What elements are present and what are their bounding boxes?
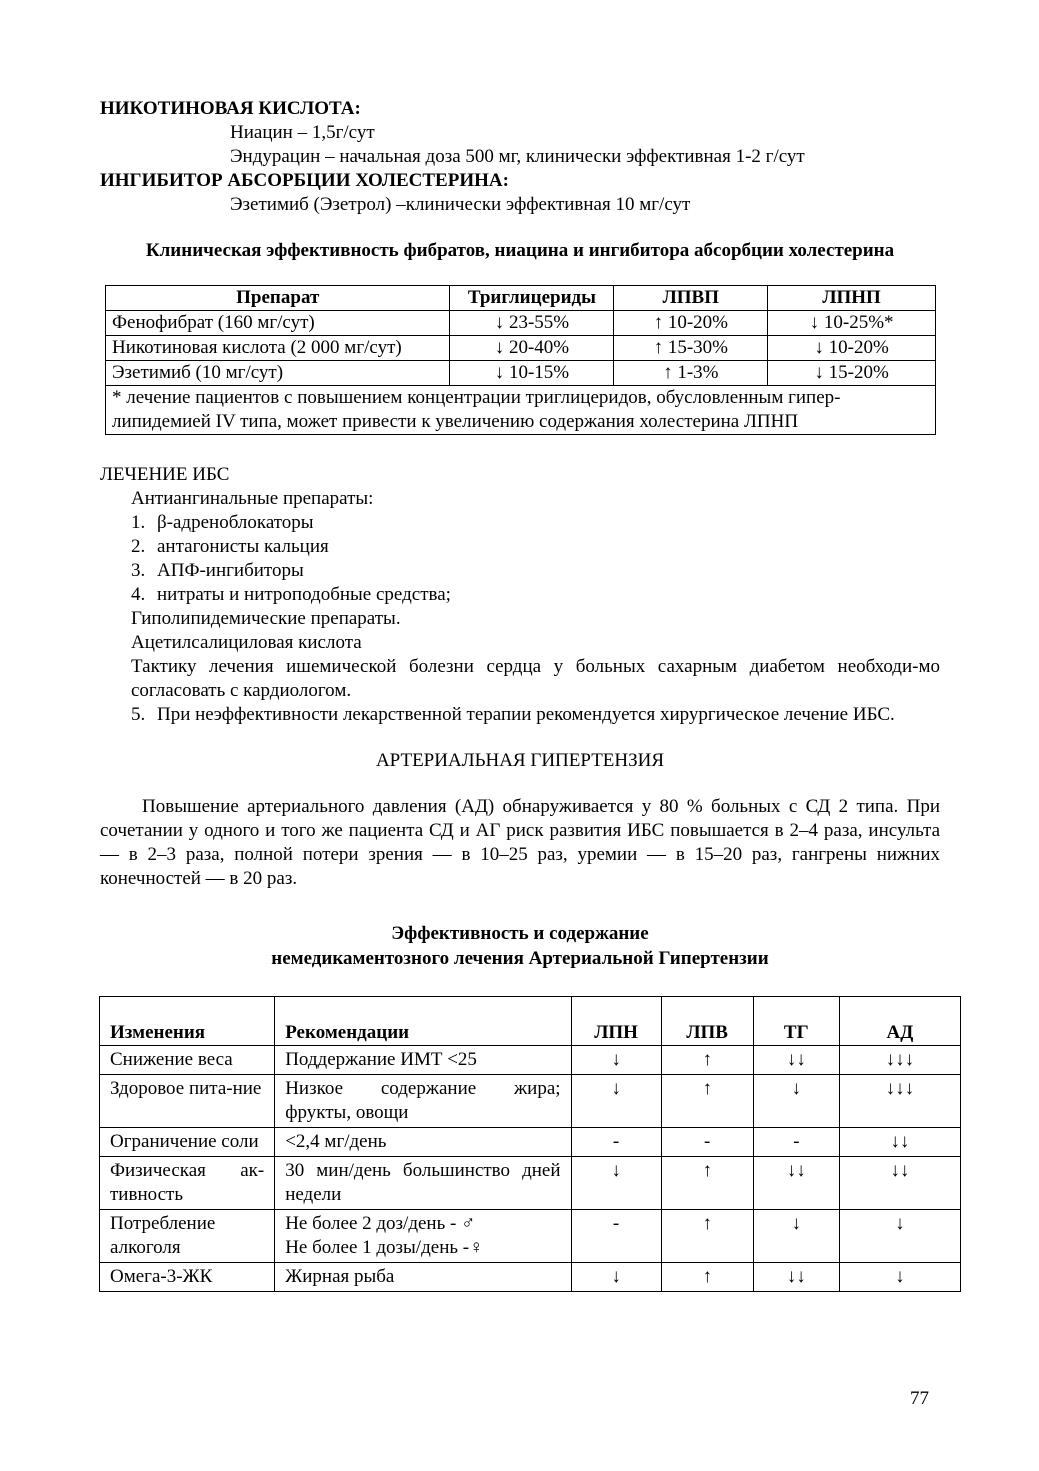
list-text: нитраты и нитроподобные средства;: [157, 584, 451, 605]
cell: Фенофибрат (160 мг/сут): [106, 311, 450, 336]
cell: -: [661, 1128, 753, 1157]
cell: ↓↓: [839, 1128, 960, 1157]
col-ad: АД: [839, 997, 960, 1046]
list-text: антагонисты кальция: [157, 536, 329, 557]
cell: ↓ 15-20%: [768, 361, 936, 386]
cell: Низкое содержание жира; фрукты, овощи: [275, 1075, 571, 1128]
nicotinic-acid-heading: НИКОТИНОВАЯ КИСЛОТА:: [100, 98, 361, 119]
col-drug: Препарат: [106, 286, 450, 311]
cell: Физическая ак-тивность: [100, 1157, 275, 1210]
list-item: [131, 583, 940, 607]
rec-line-2: Не более 1 дозы/день -♀: [285, 1237, 484, 1258]
list-item: [131, 703, 940, 727]
niacin-line: Ниацин – 1,5г/сут: [230, 122, 375, 143]
list-item: [131, 535, 940, 559]
cell: 30 мин/день большинство дней недели: [275, 1157, 571, 1210]
cell: ↑: [661, 1075, 753, 1128]
cell: ↓↓↓: [839, 1075, 960, 1128]
antianginal-list: [131, 511, 940, 607]
table-note-row: [106, 386, 936, 435]
list-number: 4.: [131, 584, 146, 605]
col-ldl: ЛПНП: [768, 286, 936, 311]
page-number: 77: [910, 1388, 929, 1409]
table-header-row: [100, 997, 961, 1046]
page-content: [100, 97, 940, 1292]
cell: ↓ 23-55%: [450, 311, 614, 336]
cell: Поддержание ИМТ <25: [275, 1046, 571, 1075]
cell: ↑ 1-3%: [614, 361, 768, 386]
cell: ↓ 10-20%: [768, 336, 936, 361]
table-row: [100, 1128, 961, 1157]
cell: ↓ 20-40%: [450, 336, 614, 361]
cell: ↓: [753, 1210, 839, 1263]
col-hdl: ЛПВП: [614, 286, 768, 311]
cell: Эзетимиб (10 мг/сут): [106, 361, 450, 386]
footnote-line-1: * лечение пациентов с повышением концентрации триглицеридов, обусловленным гипер-: [112, 387, 841, 408]
ezetimibe-line: Эзетимиб (Эзетрол) –клинически эффективная 10 мг/сут: [230, 194, 691, 215]
list-number: 3.: [131, 560, 146, 581]
list-number: 5.: [131, 704, 146, 725]
cell: ↓↓: [753, 1263, 839, 1292]
aspirin-label: Ацетилсалициловая кислота: [131, 632, 362, 653]
cell: <2,4 мг/день: [275, 1128, 571, 1157]
col-triglycerides: Триглицериды: [450, 286, 614, 311]
cell: ↑ 10-20%: [614, 311, 768, 336]
table-row: [106, 361, 936, 386]
hypolipidemic-label: Гиполипидемические препараты.: [131, 608, 401, 629]
cell: ↓: [839, 1210, 960, 1263]
col-tg: ТГ: [753, 997, 839, 1046]
table-row: [106, 311, 936, 336]
cell: ↓↓: [753, 1046, 839, 1075]
ibs-block: [131, 487, 940, 655]
cell: ↑: [661, 1210, 753, 1263]
table-footnote: [106, 386, 936, 435]
cell: -: [753, 1128, 839, 1157]
table-header-row: [106, 286, 936, 311]
list-number: 1.: [131, 512, 146, 533]
tactic-paragraph: Тактику лечения ишемической болезни сердца у больных сахарным диабетом необходи-мо согласовать с кардиологом.: [131, 656, 940, 701]
cell: ↓↓↓: [839, 1046, 960, 1075]
table-row: [100, 1263, 961, 1292]
table-row: [100, 1075, 961, 1128]
enduracin-line: Эндурацин – начальная доза 500 мг, клинически эффективная 1-2 г/сут: [230, 146, 805, 167]
footnote-line-2: липидемией IV типа, может привести к увеличению содержания холестерина ЛПНП: [112, 411, 799, 432]
surgery-list: [131, 703, 940, 727]
cell: ↓ 10-15%: [450, 361, 614, 386]
hypertension-paragraph: Повышение артериального давления (АД) обнаруживается у 80 % больных с СД 2 типа. При сочетании у одного и того же пациента СД и АГ риск развития ИБС повышается в 2–4 раза, инсульта — в 2–3 раза, полной потери зрения — в 10–25 раз, уремии — в 15–20 раз, гангрены нижних конечностей — в 20 раз.: [100, 796, 940, 889]
cell: ↓: [571, 1075, 661, 1128]
cell: [275, 1210, 571, 1263]
cell: ↑ 15-30%: [614, 336, 768, 361]
cell: Никотиновая кислота (2 000 мг/сут): [106, 336, 450, 361]
table-row: [100, 1210, 961, 1263]
list-text: β-адреноблокаторы: [157, 512, 314, 533]
cell: -: [571, 1210, 661, 1263]
non-drug-treatment-table: [99, 996, 961, 1292]
cell: Жирная рыба: [275, 1263, 571, 1292]
col-changes: Изменения: [100, 997, 275, 1046]
table2-title-line-1: Эффективность и содержание: [391, 923, 649, 944]
cell: Здоровое пита-ние: [100, 1075, 275, 1128]
absorption-inhibitor-heading: ИНГИБИТОР АБСОРБЦИИ ХОЛЕСТЕРИНА:: [100, 170, 509, 191]
cell: ↓: [839, 1263, 960, 1292]
cell: Ограничение соли: [100, 1128, 275, 1157]
cell: ↓↓: [753, 1157, 839, 1210]
cell: ↓: [571, 1046, 661, 1075]
col-recommendations: Рекомендации: [275, 997, 571, 1046]
list-item: [131, 511, 940, 535]
table-row: [100, 1157, 961, 1210]
list-text: АПФ-ингибиторы: [157, 560, 304, 581]
table-row: [100, 1046, 961, 1075]
table-row: [106, 336, 936, 361]
cell: ↓ 10-25%*: [768, 311, 936, 336]
cell: ↑: [661, 1157, 753, 1210]
cell: -: [571, 1128, 661, 1157]
col-lpv: ЛПВ: [661, 997, 753, 1046]
cell: Омега-3-ЖК: [100, 1263, 275, 1292]
cell: ↓: [753, 1075, 839, 1128]
cell: ↓↓: [839, 1157, 960, 1210]
col-lpn: ЛПН: [571, 997, 661, 1046]
rec-line-1: Не более 2 доз/день - ♂: [285, 1213, 476, 1234]
hypertension-title: АРТЕРИАЛЬНАЯ ГИПЕРТЕНЗИЯ: [375, 750, 665, 771]
list-text: При неэффективности лекарственной терапии рекомендуется хирургическое лечение ИБС.: [157, 704, 895, 725]
ibs-treatment-title: ЛЕЧЕНИЕ ИБС: [100, 464, 230, 485]
antianginal-label: Антиангинальные препараты:: [131, 488, 374, 509]
cell: ↓: [571, 1263, 661, 1292]
list-item: [131, 559, 940, 583]
cell: Снижение веса: [100, 1046, 275, 1075]
cell: ↑: [661, 1046, 753, 1075]
list-number: 2.: [131, 536, 146, 557]
cell: ↑: [661, 1263, 753, 1292]
efficacy-table: [105, 285, 936, 435]
cell: Потребление алкоголя: [100, 1210, 275, 1263]
table2-title: [100, 921, 940, 971]
cell: ↓: [571, 1157, 661, 1210]
table2-title-line-2: немедикаментозного лечения Артериальной Гипертензии: [271, 948, 769, 969]
table1-title: Клиническая эффективность фибратов, ниацина и ингибитора абсорбции холестерина: [145, 240, 895, 261]
